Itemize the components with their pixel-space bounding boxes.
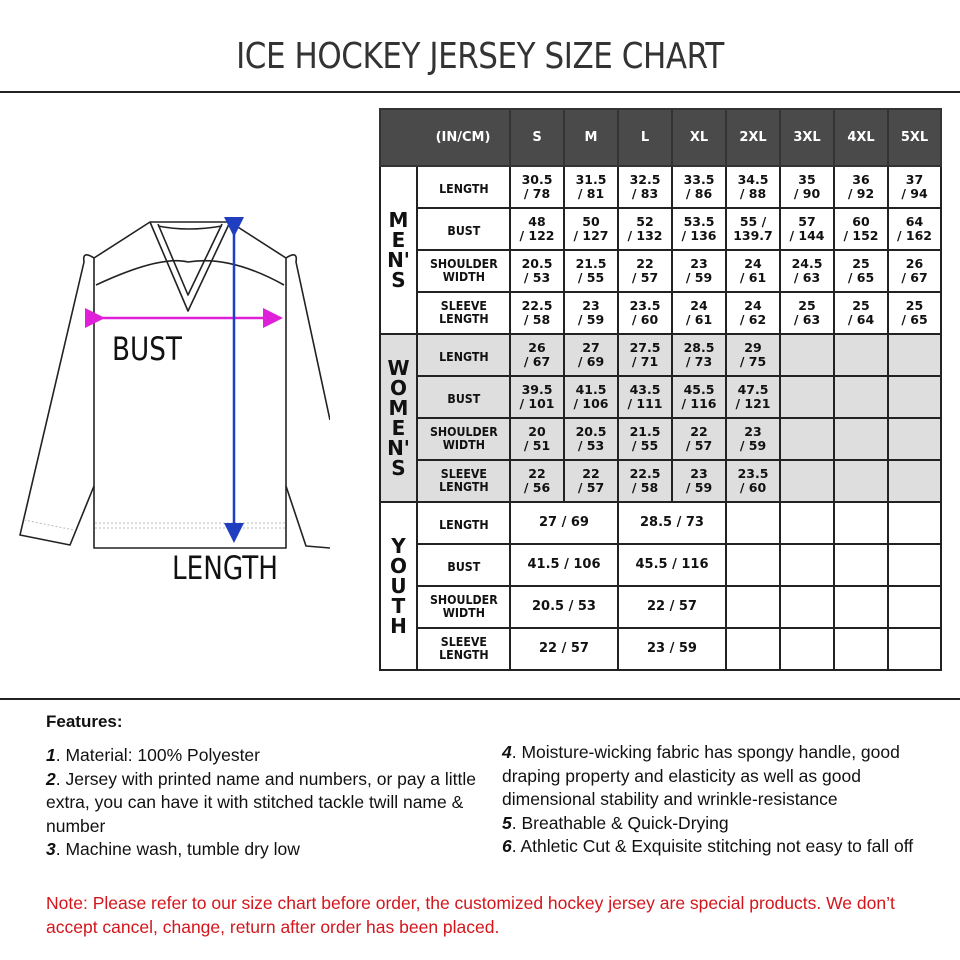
value-cm: / 88: [739, 186, 767, 201]
size-value-cell: [564, 166, 618, 208]
group-letter: N': [387, 248, 410, 272]
size-value-cell: [726, 208, 780, 250]
value-cm: / 55: [631, 438, 659, 453]
feature-item: 4. Moisture-wicking fabric has spongy handle, good draping property and elasticity as well as good dimensional stability and wrinkle-resistance: [502, 742, 900, 809]
size-value-cell: [564, 208, 618, 250]
value-cm: / 116: [681, 396, 717, 411]
features-heading: Features:: [46, 712, 123, 731]
empty-cell: [888, 544, 941, 586]
value-inches: 21.5: [575, 256, 607, 271]
group-label: [380, 334, 417, 502]
label-line: LENGTH: [438, 311, 489, 326]
feature-item: 3. Machine wash, tumble dry low: [46, 839, 300, 859]
size-value-cell: [618, 208, 672, 250]
size-header-3xl: 3XL: [780, 109, 834, 166]
size-value-cell: [726, 460, 780, 502]
value-cm: / 152: [843, 228, 879, 243]
value-cm: / 67: [523, 354, 551, 369]
section-divider: [0, 698, 960, 700]
empty-cell: [780, 586, 834, 628]
value-inches: 20.5: [575, 424, 607, 439]
size-value-cell: [780, 292, 834, 334]
size-value-cell: [888, 208, 941, 250]
value-cm: / 122: [519, 228, 555, 243]
label-line: SLEEVE: [440, 634, 487, 649]
value-cm: / 132: [627, 228, 663, 243]
value-cm: / 78: [523, 186, 551, 201]
value-cm: / 101: [519, 396, 555, 411]
size-value-cell: [672, 460, 726, 502]
table-row: [380, 544, 941, 586]
size-value-cell: [888, 166, 941, 208]
label-line: LENGTH: [438, 181, 489, 196]
group-letter: H: [390, 614, 407, 638]
empty-cell: [888, 628, 941, 670]
value-cm: / 57: [631, 270, 659, 285]
label-line: LENGTH: [438, 647, 489, 662]
size-value-cell: [888, 418, 941, 460]
value-inches: 45.5: [683, 382, 715, 397]
length-label: LENGTH: [172, 549, 278, 587]
size-value-cell: [618, 166, 672, 208]
size-value-cell: [726, 418, 780, 460]
value-cm: / 144: [789, 228, 825, 243]
value-inches: 24.5: [791, 256, 823, 271]
table-row: [380, 628, 941, 670]
group-label: [380, 166, 417, 334]
size-value-cell: [564, 376, 618, 418]
value-inches: 50: [582, 214, 600, 229]
value-cm: / 59: [685, 270, 713, 285]
size-value-cell: [780, 334, 834, 376]
value-cm: 139.7: [733, 228, 773, 243]
value-inches: 27.5: [629, 340, 661, 355]
measurement-label: [417, 544, 510, 586]
value-inches: 23: [690, 466, 708, 481]
value-cm: / 61: [685, 312, 713, 327]
size-value-cell: 41.5 / 106: [510, 544, 618, 586]
value-inches: 27: [582, 340, 600, 355]
empty-cell: [834, 628, 888, 670]
size-value-cell: [888, 334, 941, 376]
value-inches: 60: [852, 214, 870, 229]
size-value-cell: [834, 418, 888, 460]
value-inches: 31.5: [575, 172, 607, 187]
value-inches: 21.5: [629, 424, 661, 439]
group-letter: S: [391, 268, 406, 292]
value-cm: / 58: [631, 480, 659, 495]
group-letter: M: [388, 396, 409, 420]
size-value-cell: [564, 418, 618, 460]
feature-item: 1. Material: 100% Polyester: [46, 745, 260, 765]
size-value-cell: [834, 376, 888, 418]
size-value-cell: [780, 376, 834, 418]
size-value-cell: [564, 250, 618, 292]
table-row: [380, 586, 941, 628]
size-value-cell: [834, 250, 888, 292]
value-cm: / 60: [739, 480, 767, 495]
measurement-label: [417, 460, 510, 502]
group-letter: E: [391, 416, 406, 440]
group-letter: Y: [391, 534, 406, 558]
value-cm: / 69: [577, 354, 605, 369]
label-line: WIDTH: [442, 269, 485, 284]
title-divider: [0, 91, 960, 93]
size-value-cell: [726, 376, 780, 418]
header-corner: [380, 109, 417, 166]
value-cm: / 106: [573, 396, 609, 411]
value-inches: 53.5: [683, 214, 715, 229]
measurement-label: [417, 166, 510, 208]
order-note: Note: Please refer to our size chart before order, the customized hockey jersey are special products. We don’t accept cancel, change, return after order has been placed.: [46, 893, 895, 937]
group-letter: S: [391, 456, 406, 480]
value-inches: 23: [690, 256, 708, 271]
size-value-cell: [672, 166, 726, 208]
size-header-2xl: 2XL: [726, 109, 780, 166]
value-cm: / 59: [577, 312, 605, 327]
size-value-cell: 27 / 69: [510, 502, 618, 544]
value-inches: 22.5: [521, 298, 553, 313]
empty-cell: [834, 502, 888, 544]
table-row: [380, 208, 941, 250]
mens-section: [380, 166, 941, 334]
table-row: [380, 334, 941, 376]
size-value-cell: 22 / 57: [618, 586, 726, 628]
size-value-cell: [672, 208, 726, 250]
measurement-label: [417, 628, 510, 670]
size-value-cell: 20.5 / 53: [510, 586, 618, 628]
value-inches: 48: [528, 214, 546, 229]
size-value-cell: [780, 208, 834, 250]
value-inches: 35: [798, 172, 816, 187]
table-header-row: [380, 109, 941, 166]
value-inches: 39.5: [521, 382, 553, 397]
table-row: [380, 418, 941, 460]
value-inches: 37: [905, 172, 924, 187]
feature-item: 6. Athletic Cut & Exquisite stitching not easy to fall off: [502, 836, 914, 856]
value-cm: / 111: [627, 396, 663, 411]
size-header-5xl: 5XL: [888, 109, 941, 166]
size-value-cell: 23 / 59: [618, 628, 726, 670]
value-cm: / 136: [681, 228, 717, 243]
value-inches: 22.5: [629, 466, 661, 481]
value-cm: / 61: [739, 270, 767, 285]
size-value-cell: [618, 334, 672, 376]
label-line: BUST: [447, 223, 480, 238]
size-value-cell: [510, 376, 564, 418]
value-inches: 33.5: [683, 172, 715, 187]
value-inches: 41.5: [575, 382, 607, 397]
value-inches: 28.5: [683, 340, 715, 355]
value-inches: 30.5: [521, 172, 553, 187]
value-inches: 25: [905, 298, 924, 313]
value-cm: / 58: [523, 312, 551, 327]
value-cm: / 60: [631, 312, 659, 327]
table-row: [380, 376, 941, 418]
size-value-cell: [834, 166, 888, 208]
value-cm: / 65: [901, 312, 928, 327]
label-line: BUST: [447, 391, 480, 406]
feature-item: 2. Jersey with printed name and numbers, or pay a little extra, you can have it with stitched tackle twill name & number: [46, 768, 476, 836]
measurement-label: [417, 418, 510, 460]
value-inches: 25: [852, 298, 870, 313]
value-inches: 29: [744, 340, 762, 355]
value-inches: 55 /: [739, 214, 767, 229]
size-value-cell: [672, 334, 726, 376]
value-cm: / 65: [847, 270, 875, 285]
value-cm: / 51: [523, 438, 551, 453]
empty-cell: [726, 544, 780, 586]
value-inches: 23: [582, 298, 600, 313]
value-inches: 23.5: [629, 298, 661, 313]
value-inches: 22: [690, 424, 708, 439]
value-inches: 34.5: [737, 172, 769, 187]
table-row: [380, 250, 941, 292]
size-value-cell: [780, 166, 834, 208]
size-value-cell: [780, 418, 834, 460]
group-label: [380, 502, 417, 670]
value-cm: / 92: [847, 186, 875, 201]
size-value-cell: [618, 460, 672, 502]
value-inches: 26: [905, 256, 924, 271]
measurement-label: [417, 502, 510, 544]
size-value-cell: [834, 334, 888, 376]
measurement-label: [417, 586, 510, 628]
empty-cell: [726, 586, 780, 628]
group-letter: M: [388, 208, 409, 232]
label-line: BUST: [447, 559, 480, 574]
features-list-right: [502, 741, 942, 859]
value-inches: 22: [582, 466, 600, 481]
size-value-cell: 22 / 57: [510, 628, 618, 670]
empty-cell: [834, 586, 888, 628]
label-line: SHOULDER: [429, 256, 498, 271]
empty-cell: [888, 586, 941, 628]
size-value-cell: [726, 334, 780, 376]
size-value-cell: [510, 418, 564, 460]
size-chart-table: [379, 108, 942, 671]
size-header-m: M: [564, 109, 618, 166]
size-value-cell: [672, 418, 726, 460]
value-inches: 20.5: [521, 256, 553, 271]
group-letter: E: [391, 228, 406, 252]
group-letter: O: [389, 554, 407, 578]
value-cm: / 73: [685, 354, 713, 369]
value-inches: 64: [905, 214, 924, 229]
value-cm: / 64: [847, 312, 875, 327]
table-row: [380, 292, 941, 334]
size-value-cell: [618, 292, 672, 334]
value-cm: / 55: [577, 270, 605, 285]
empty-cell: [834, 544, 888, 586]
label-line: LENGTH: [438, 349, 489, 364]
table-row: [380, 166, 941, 208]
label-line: LENGTH: [438, 517, 489, 532]
empty-cell: [780, 502, 834, 544]
empty-cell: [780, 628, 834, 670]
size-value-cell: [618, 418, 672, 460]
size-header-4xl: 4XL: [834, 109, 888, 166]
unit-header: (IN/CM): [417, 109, 510, 166]
value-cm: / 83: [631, 186, 659, 201]
size-value-cell: [672, 250, 726, 292]
value-inches: 26: [528, 340, 546, 355]
size-value-cell: [510, 250, 564, 292]
value-cm: / 94: [901, 186, 928, 201]
measurement-label: [417, 250, 510, 292]
page-title: ICE HOCKEY JERSEY SIZE CHART: [236, 36, 724, 77]
feature-item: 5. Breathable & Quick-Drying: [502, 812, 729, 833]
size-value-cell: [888, 376, 941, 418]
group-letter: W: [387, 356, 410, 380]
value-inches: 32.5: [629, 172, 661, 187]
label-line: SHOULDER: [429, 424, 498, 439]
size-value-cell: 45.5 / 116: [618, 544, 726, 586]
jersey-outline-icon: [0, 200, 330, 600]
group-letter: U: [390, 574, 407, 598]
value-inches: 24: [744, 256, 762, 271]
value-cm: / 121: [735, 396, 771, 411]
value-cm: / 90: [793, 186, 821, 201]
size-value-cell: [618, 250, 672, 292]
empty-cell: [780, 544, 834, 586]
table-row: [380, 460, 941, 502]
womens-section: [380, 334, 941, 502]
size-value-cell: [726, 166, 780, 208]
value-cm: / 71: [631, 354, 659, 369]
size-value-cell: [888, 460, 941, 502]
size-value-cell: [834, 292, 888, 334]
size-value-cell: 28.5 / 73: [618, 502, 726, 544]
measurement-label: [417, 208, 510, 250]
value-inches: 43.5: [629, 382, 661, 397]
value-cm: / 57: [577, 480, 605, 495]
size-value-cell: [780, 460, 834, 502]
value-inches: 22: [636, 256, 654, 271]
size-value-cell: [564, 334, 618, 376]
value-cm: / 63: [793, 312, 821, 327]
bust-label: BUST: [112, 330, 182, 368]
size-header-l: L: [618, 109, 672, 166]
value-inches: 25: [798, 298, 816, 313]
value-inches: 36: [852, 172, 870, 187]
value-cm: / 162: [896, 228, 932, 243]
label-line: SLEEVE: [440, 298, 487, 313]
jersey-diagram: [0, 200, 330, 600]
measurement-label: [417, 334, 510, 376]
size-value-cell: [888, 292, 941, 334]
youth-section: [380, 502, 941, 670]
group-letter: T: [391, 594, 406, 618]
value-inches: 47.5: [737, 382, 769, 397]
size-value-cell: [834, 460, 888, 502]
features-list-left: [46, 744, 491, 862]
size-value-cell: [672, 292, 726, 334]
value-inches: 23: [744, 424, 762, 439]
value-inches: 22: [528, 466, 546, 481]
empty-cell: [726, 628, 780, 670]
group-letter: O: [389, 376, 407, 400]
value-cm: / 75: [739, 354, 767, 369]
size-header-s: S: [510, 109, 564, 166]
size-value-cell: [672, 376, 726, 418]
measurement-label: [417, 292, 510, 334]
table-row: [380, 502, 941, 544]
label-line: WIDTH: [442, 605, 485, 620]
value-cm: / 59: [739, 438, 767, 453]
value-cm: / 67: [901, 270, 928, 285]
empty-cell: [888, 502, 941, 544]
size-value-cell: [510, 292, 564, 334]
label-line: WIDTH: [442, 437, 485, 452]
value-cm: / 127: [573, 228, 609, 243]
size-value-cell: [564, 460, 618, 502]
value-inches: 25: [852, 256, 870, 271]
value-cm: / 53: [523, 270, 551, 285]
value-cm: / 63: [793, 270, 821, 285]
value-inches: 23.5: [737, 466, 769, 481]
value-inches: 57: [798, 214, 816, 229]
value-cm: / 81: [577, 186, 605, 201]
size-value-cell: [510, 166, 564, 208]
size-value-cell: [834, 208, 888, 250]
size-value-cell: [726, 292, 780, 334]
size-value-cell: [780, 250, 834, 292]
value-inches: 52: [636, 214, 654, 229]
value-cm: / 59: [685, 480, 713, 495]
size-value-cell: [888, 250, 941, 292]
value-inches: 20: [528, 424, 546, 439]
value-cm: / 57: [685, 438, 713, 453]
size-value-cell: [510, 334, 564, 376]
size-header-xl: XL: [672, 109, 726, 166]
value-inches: 24: [690, 298, 708, 313]
value-cm: / 62: [739, 312, 767, 327]
size-value-cell: [510, 208, 564, 250]
size-value-cell: [726, 250, 780, 292]
label-line: SLEEVE: [440, 466, 487, 481]
group-letter: N': [387, 436, 410, 460]
value-inches: 24: [744, 298, 762, 313]
value-cm: / 56: [523, 480, 551, 495]
size-value-cell: [510, 460, 564, 502]
value-cm: / 86: [685, 186, 713, 201]
label-line: LENGTH: [438, 479, 489, 494]
size-value-cell: [564, 292, 618, 334]
measurement-label: [417, 376, 510, 418]
label-line: SHOULDER: [429, 592, 498, 607]
size-value-cell: [618, 376, 672, 418]
value-cm: / 53: [577, 438, 605, 453]
empty-cell: [726, 502, 780, 544]
